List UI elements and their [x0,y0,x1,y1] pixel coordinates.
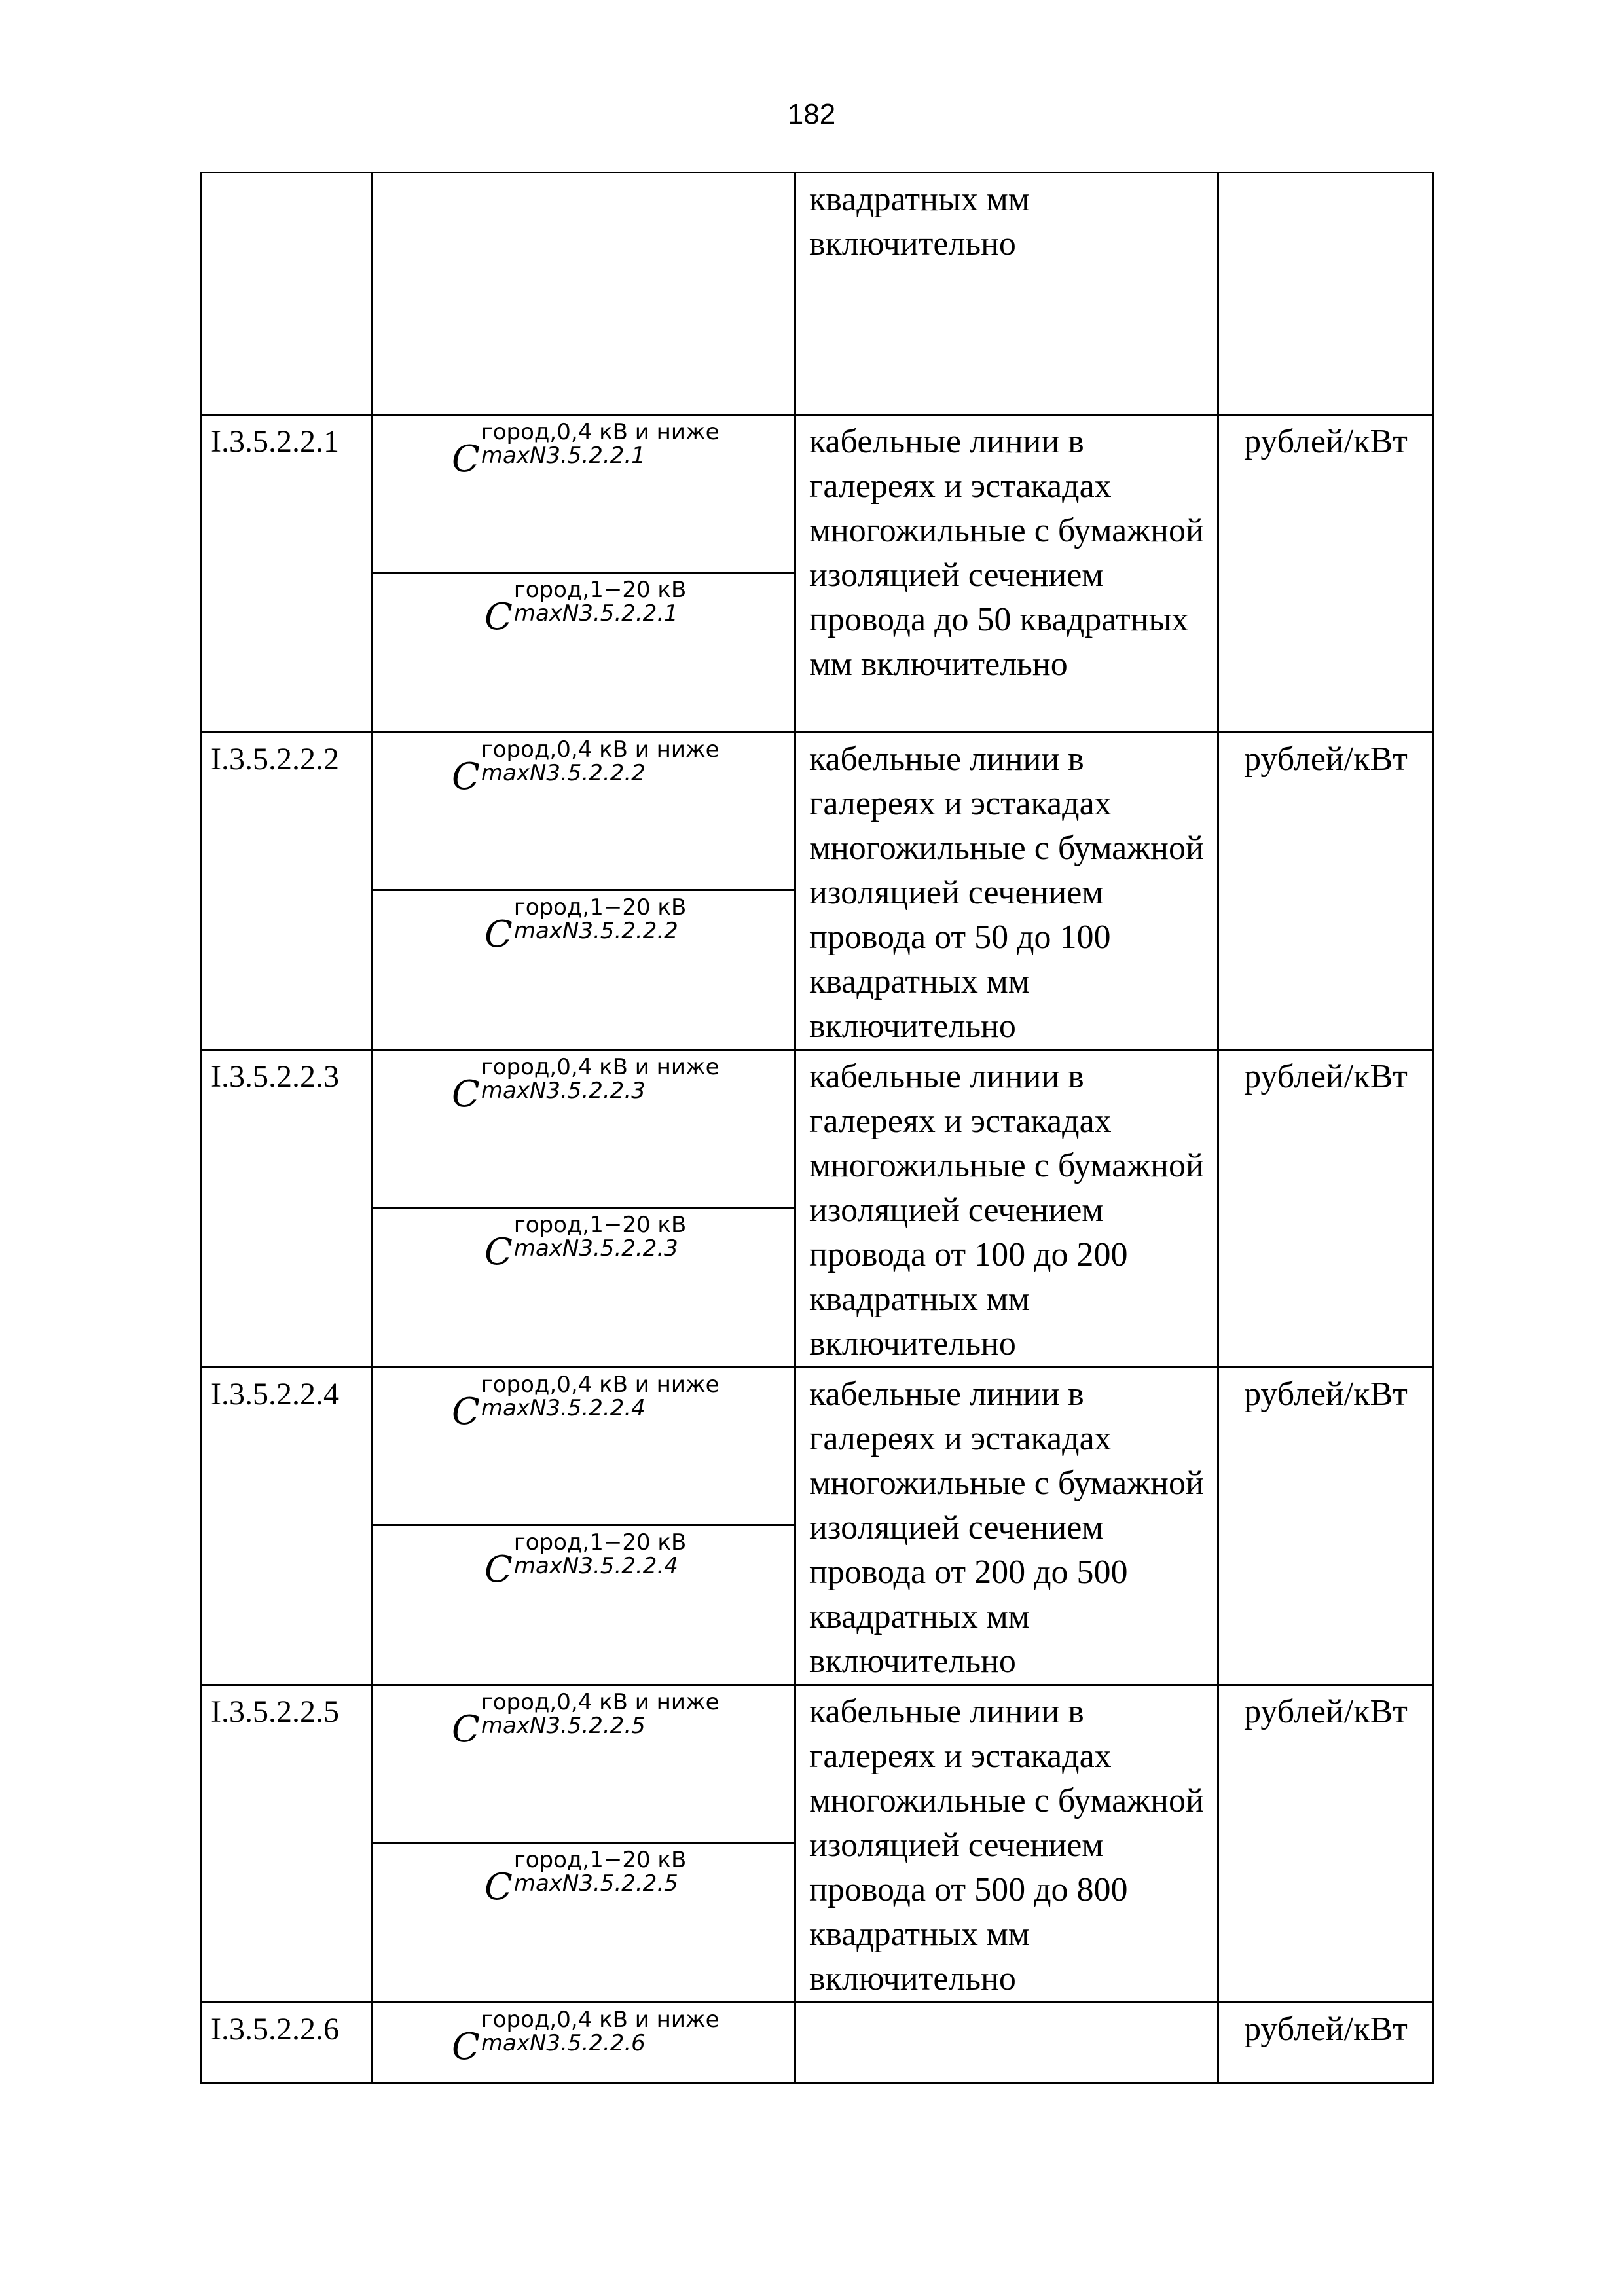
formula-bottom: C город,1−20 кВ maxN3.5.2.2.1 [484,577,687,638]
table-row [201,1050,1434,1368]
unit-text: рублей/кВт [1244,2011,1408,2048]
description-text: кабельные линии в галереях и эстакадах многожильные с бумажной изоляцией сечением провода до 50 квадратных мм включительно [809,423,1204,683]
unit-text: рублей/кВт [1244,1693,1408,1730]
description-text [796,2003,1217,2007]
description-text: кабельные линии в галереях и эстакадах многожильные с бумажной изоляцией сечением провода от 50 до 100 квадратных мм включительно [809,740,1204,1045]
formula-top: C город,0,4 кВ и ниже maxN3.5.2.2.3 [452,1054,720,1116]
description-text: кабельные линии в галереях и эстакадах многожильные с бумажной изоляцией сечением провода от 500 до 800 квадратных мм включительно [809,1693,1204,1997]
description-cell [795,173,1218,415]
unit-text: рублей/кВт [1244,1058,1408,1095]
unit-text: рублей/кВт [1244,740,1408,778]
table-row [201,415,1434,733]
description-text: квадратных мм включительно [809,181,1030,263]
formula-top: C город,0,4 кВ и ниже maxN3.5.2.2.6 [452,2007,720,2068]
table-row [201,1685,1434,2003]
formula-top: C город,0,4 кВ и ниже maxN3.5.2.2.5 [452,1689,720,1751]
table-row [201,2003,1434,2083]
formula-top: C город,0,4 кВ и ниже maxN3.5.2.2.1 [452,419,720,481]
description-text: кабельные линии в галереях и эстакадах многожильные с бумажной изоляцией сечением провода от 100 до 200 квадратных мм включительно [809,1058,1204,1362]
code-cell [201,173,373,415]
row-code: I.3.5.2.2.6 [211,2012,339,2047]
formula-top: C город,0,4 кВ и ниже maxN3.5.2.2.4 [452,1372,720,1433]
table-row [201,733,1434,1050]
row-code: I.3.5.2.2.3 [211,1059,339,1094]
row-code: I.3.5.2.2.4 [211,1377,339,1412]
formula-bottom: C город,1−20 кВ maxN3.5.2.2.3 [484,1212,687,1273]
tariff-table [200,172,1434,2084]
table-row [201,1368,1434,1685]
formula-bottom: C город,1−20 кВ maxN3.5.2.2.5 [484,1847,687,1908]
formula-top: C город,0,4 кВ и ниже maxN3.5.2.2.2 [452,737,720,798]
formula-bottom: C город,1−20 кВ maxN3.5.2.2.4 [484,1529,687,1591]
formula-bottom: C город,1−20 кВ maxN3.5.2.2.2 [484,894,687,956]
table-row-continuation [201,173,1434,415]
unit-text: рублей/кВт [1244,423,1408,460]
unit-cell [1218,173,1434,415]
row-code: I.3.5.2.2.1 [211,424,339,459]
row-code: I.3.5.2.2.2 [211,742,339,776]
row-code: I.3.5.2.2.5 [211,1694,339,1729]
page-number: 182 [787,98,836,130]
formula-cell [373,173,795,415]
unit-text: рублей/кВт [1244,1376,1408,1413]
description-text: кабельные линии в галереях и эстакадах многожильные с бумажной изоляцией сечением провода от 200 до 500 квадратных мм включительно [809,1376,1204,1680]
